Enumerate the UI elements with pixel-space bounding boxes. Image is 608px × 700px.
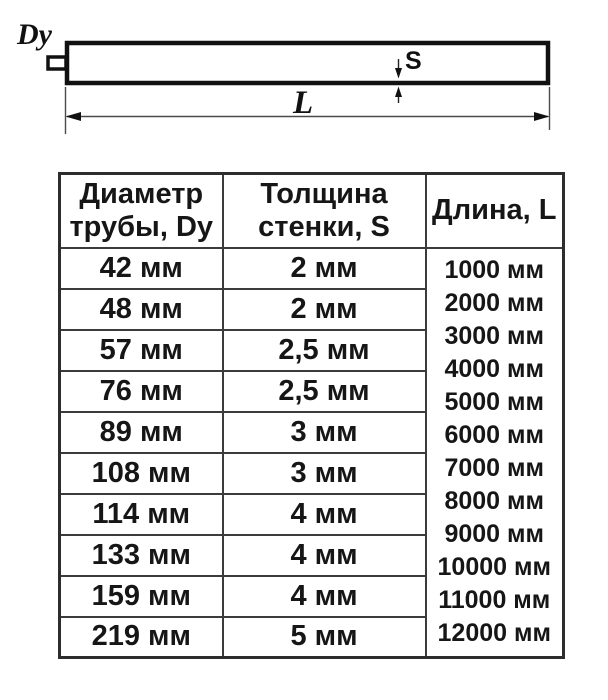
wall-cell: 5 мм (223, 617, 426, 658)
length-value: 7000 мм (444, 454, 545, 483)
length-value: 6000 мм (444, 421, 545, 450)
col-header-diameter-line1: Диаметр (79, 177, 204, 210)
wall-cell: 2,5 мм (223, 371, 426, 412)
length-merged-cell (426, 248, 564, 658)
length-value: 10000 мм (437, 553, 551, 582)
diameter-label: Dy (17, 18, 52, 51)
diameter-cell: 57 мм (60, 330, 223, 371)
diameter-cell: 76 мм (60, 371, 223, 412)
col-header-length: Длина, L (426, 174, 564, 248)
length-value: 8000 мм (444, 487, 545, 516)
wall-cell: 2 мм (223, 289, 426, 330)
length-value: 11000 мм (438, 586, 551, 615)
pipe-nipple (48, 57, 66, 69)
length-value: 3000 мм (444, 322, 545, 351)
diameter-cell: 114 мм (60, 494, 223, 535)
arrowhead-left-icon (66, 112, 82, 121)
col-header-wall-line2: стенки, S (258, 210, 390, 243)
length-value: 5000 мм (444, 388, 545, 417)
pipe-drawing (0, 0, 608, 150)
pipe-body (67, 43, 548, 83)
diameter-cell: 89 мм (60, 412, 223, 453)
header-row (60, 174, 564, 248)
diameter-cell: 133 мм (60, 535, 223, 576)
length-value: 9000 мм (444, 520, 545, 549)
table-row (60, 248, 564, 289)
length-value: 1000 мм (444, 256, 545, 285)
length-label: L (293, 85, 314, 121)
diameter-cell: 42 мм (60, 248, 223, 289)
length-value: 4000 мм (444, 355, 545, 384)
wall-cell: 4 мм (223, 535, 426, 576)
diameter-cell: 108 мм (60, 453, 223, 494)
arrowhead-right-icon (534, 112, 550, 121)
wall-cell: 3 мм (223, 453, 426, 494)
arrowhead-up-icon (395, 87, 402, 98)
wall-thickness-label: S (405, 47, 422, 75)
col-header-diameter (60, 174, 223, 248)
length-value: 12000 мм (437, 619, 551, 648)
diameter-cell: 48 мм (60, 289, 223, 330)
wall-cell: 3 мм (223, 412, 426, 453)
wall-cell: 4 мм (223, 494, 426, 535)
wall-cell: 2,5 мм (223, 330, 426, 371)
length-value: 2000 мм (444, 289, 545, 318)
col-header-wall (223, 174, 426, 248)
wall-cell: 4 мм (223, 576, 426, 617)
diameter-cell: 219 мм (60, 617, 223, 658)
pipe-spec-table (58, 172, 565, 659)
wall-cell: 2 мм (223, 248, 426, 289)
col-header-wall-line1: Толщина (260, 177, 388, 210)
col-header-diameter-line2: трубы, Dy (69, 210, 214, 243)
diameter-cell: 159 мм (60, 576, 223, 617)
